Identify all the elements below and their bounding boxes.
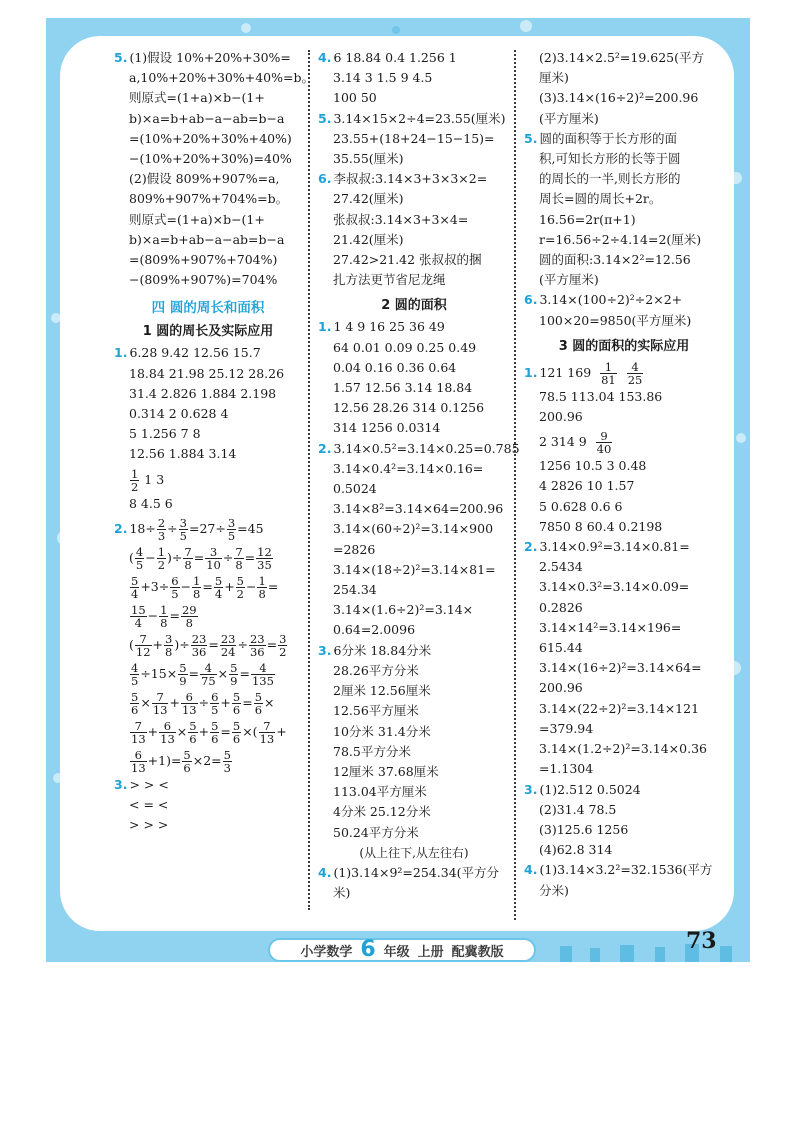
fraction: $\frac{1}{2}$ — [131, 466, 139, 494]
answer-line: =379.94 — [539, 720, 594, 736]
answer-line: 3.14×(16÷2)²=3.14×64= — [539, 660, 702, 676]
equation-line: ( $\frac{4}{5}$ − $\frac{1}{2}$ )÷ $\frac{7}{8}$ = $\frac{3}{10}$ ÷ $\frac{7}{8}$ = $\frac{12}{35}$ — [129, 544, 272, 572]
answer-line: 张叔叔:3.14×3+3×4= — [333, 211, 469, 227]
answer-line: (平方厘米) — [539, 110, 599, 126]
answer-line: 2厘米 12.56厘米 — [333, 683, 431, 699]
answer-line: 0.5024 — [333, 481, 377, 497]
answer-line: =1.1304 — [539, 761, 594, 777]
question-number: 3. — [114, 776, 128, 792]
answer-line: 615.44 — [539, 640, 583, 656]
question-number: 5. — [524, 130, 538, 146]
answer-line: (2)3.14×2.5²=19.625(平方 — [539, 50, 704, 65]
answer-line: 分米) — [539, 882, 569, 898]
footer-edition: 配冀教版 — [451, 944, 504, 960]
answer-line: 4分米 25.12分米 — [333, 804, 431, 820]
answer-line: 周长=圆的周长+2r。 — [539, 191, 662, 207]
answer-line: (4)62.8 314 — [539, 842, 613, 858]
section-title: 四 圆的周长和面积 — [151, 300, 265, 317]
answer-line: 35.55(厘米) — [333, 151, 404, 167]
answer-line: 1. 1 4 9 16 25 36 49 — [318, 319, 445, 335]
answer-line: 0.2826 — [539, 599, 583, 615]
answer-line: 3.14×0.3²=3.14×0.09= — [539, 579, 690, 595]
answer-line: 254.34 — [333, 582, 377, 598]
answer-line: 16.56=2r(π+1) — [539, 211, 636, 227]
answer-line: 31.4 2.826 1.884 2.198 — [129, 385, 277, 401]
answer-line: 78.5 113.04 153.86 — [539, 388, 663, 404]
answer-line: 3.14 3 1.5 9 4.5 — [333, 70, 433, 86]
footer-grade-word: 年级 — [383, 944, 410, 960]
answer-line: 12.56 1.884 3.14 — [129, 446, 237, 462]
answer-line: 3. (1)2.512 0.5024 — [524, 781, 641, 797]
answer-line: 21.42(厘米) — [333, 231, 404, 247]
answer-line: 4. (1)3.14×9²=254.34(平方分 — [318, 864, 500, 880]
answer-line: a,10%+20%+30%+40%=b。 — [129, 70, 314, 86]
equation-line: 2. 18÷ $\frac{2}{3}$ ÷ $\frac{3}{5}$ =27÷ $\frac{3}{5}$ =45 — [114, 515, 264, 543]
answer-line: 6. 3.14×(100÷2)²÷2×2+ — [524, 292, 683, 308]
question-number: 1. — [524, 364, 538, 380]
answer-line: 7850 8 60.4 0.2198 — [539, 518, 663, 534]
answer-line: 积,可知长方形的长等于圆 — [539, 151, 681, 167]
answer-line: 2. 3.14×0.9²=3.14×0.81= — [524, 539, 690, 555]
answer-line: 5 0.628 0.6 6 — [539, 498, 623, 514]
question-number: 4. — [524, 862, 538, 878]
order-note: (从上往下,从左往右) — [359, 845, 469, 860]
answer-line: 2.5434 — [539, 559, 583, 575]
equation-line: $\frac{15}{4}$ − $\frac{1}{8}$ = $\frac{29}{8}$ — [131, 602, 197, 630]
column-3 — [524, 48, 724, 901]
answer-line: 200.96 — [539, 409, 583, 425]
answer-line: 5. 圆的面积等于长方形的面 — [524, 130, 677, 146]
question-number: 3. — [318, 642, 332, 658]
equation-line: $\frac{5}{4}$ +3÷ $\frac{6}{5}$ − $\frac{1}{8}$ = $\frac{5}{4}$ + $\frac{5}{2}$ − $\frac{1}{8}$ = — [131, 573, 279, 601]
equation-line: $\frac{7}{13}$ + $\frac{6}{13}$ × $\frac{5}{6}$ + $\frac{5}{6}$ = $\frac{5}{6}$ ×( $\frac{7}{13}$ + — [131, 718, 287, 746]
answer-line: 3.14×8²=3.14×64=200.96 — [333, 501, 504, 517]
question-number: 5. — [114, 50, 128, 65]
answer-line: 3.14×0.4²=3.14×0.16= — [333, 460, 484, 476]
answer-line: 5 1.256 7 8 — [129, 426, 201, 442]
answer-line: 5. 3.14×15×2÷4=23.55(厘米) — [318, 110, 506, 126]
answer-line: 27.42>21.42 张叔叔的捆 — [333, 252, 482, 268]
answer-line: 扎方法更节省尼龙绳 — [333, 272, 446, 288]
question-number: 5. — [318, 110, 332, 126]
answer-line: 28.26平方分米 — [333, 662, 419, 678]
answer-line: 3.14×14²=3.14×196= — [539, 619, 682, 635]
answer-line: (2)假设 809%+907%=a, — [129, 171, 280, 187]
answer-line: 圆的面积:3.14×2²=12.56 — [539, 252, 691, 268]
equation-line: ( $\frac{7}{12}$ + $\frac{3}{8}$ )÷ $\frac{23}{36}$ = $\frac{23}{24}$ ÷ $\frac{23}{36}$ = $\frac{3}{2}$ — [129, 631, 287, 659]
answer-line: 113.04平方厘米 — [333, 784, 427, 800]
answer-line: 2. 3.14×0.5²=3.14×0.25=0.785 — [318, 440, 520, 456]
answer-line: 的周长的一半,则长方形的 — [539, 171, 681, 187]
column-2 — [318, 48, 520, 903]
answer-line: 3.14×(1.2÷2)²=3.14×0.36 — [539, 741, 707, 757]
answer-line: −(809%+907%)=704% — [129, 272, 278, 288]
answer-line: 78.5平方分米 — [333, 743, 411, 759]
answer-line: =(10%+20%+30%+40%) — [129, 130, 292, 146]
answer-line: 5. (1)假设 10%+20%+30%= — [114, 50, 291, 65]
answer-line: −(10%+20%+30%)=40% — [129, 151, 292, 167]
answer-line: (平方厘米) — [539, 272, 599, 288]
answer-line: 809%+907%+704%=b。 — [129, 191, 289, 207]
answer-line: 27.42(厘米) — [333, 191, 404, 207]
question-number: 2. — [318, 440, 332, 456]
answer-line: 4. 6 18.84 0.4 1.256 1 — [318, 50, 457, 65]
answer-line: < = < — [129, 797, 169, 813]
answer-line: 200.96 — [539, 680, 583, 696]
answer-line: 3. > > < — [114, 776, 169, 792]
subsection-title: 1 圆的周长及实际应用 — [142, 324, 274, 340]
answer-line: 1. 6.28 9.42 12.56 15.7 — [114, 345, 261, 361]
footer-grade-number: 6 — [360, 937, 376, 962]
answer-line: 则原式=(1+a)×b−(1+ — [129, 90, 265, 106]
answer-line: 则原式=(1+a)×b−(1+ — [129, 211, 265, 227]
answer-line: 64 0.01 0.09 0.25 0.49 — [333, 339, 477, 355]
answer-line: 1256 10.5 3 0.48 — [539, 458, 647, 474]
footer-volume: 上册 — [417, 944, 444, 960]
answer-line: =2826 — [333, 541, 376, 557]
page-number: 73 — [686, 928, 717, 954]
answer-line: 2 314 9 $\frac{9}{40}$ — [539, 429, 612, 457]
answer-line: 18.84 21.98 25.12 28.26 — [129, 365, 285, 381]
fraction: $\frac{1}{81}$ — [601, 359, 616, 387]
fraction: $\frac{4}{25}$ — [627, 359, 643, 387]
answer-line: 50.24平方分米 — [333, 824, 419, 840]
answer-line: 12.56平方厘米 — [333, 703, 419, 719]
question-number: 1. — [114, 345, 128, 361]
answer-line: 4. (1)3.14×3.2²=32.1536(平方 — [524, 862, 713, 878]
answer-line: 8 4.5 6 — [129, 495, 173, 511]
answer-line: 100×20=9850(平方厘米) — [539, 312, 692, 328]
column-divider — [514, 50, 516, 920]
answer-line: 12厘米 37.68厘米 — [333, 763, 439, 779]
footer-banner — [268, 938, 536, 962]
answer-line: 12.56 28.26 314 0.1256 — [333, 400, 485, 416]
answer-line: 1.57 12.56 3.14 18.84 — [333, 380, 473, 396]
question-number: 3. — [524, 781, 538, 797]
answer-line: (3)125.6 1256 — [539, 821, 629, 837]
footer-subject: 小学数学 — [300, 944, 353, 960]
answer-line: 3.14×(22÷2)²=3.14×121 — [539, 700, 700, 716]
answer-line: 3.14×(18÷2)²=3.14×81= — [333, 561, 496, 577]
question-number: 2. — [524, 539, 538, 555]
answer-line: 100 50 — [333, 90, 377, 106]
answer-line: 0.04 0.16 0.36 0.64 — [333, 359, 457, 375]
answer-line: 3.14×(60÷2)²=3.14×900 — [333, 521, 494, 537]
answer-line: 0.64=2.0096 — [333, 622, 416, 638]
equation-line: $\frac{4}{5}$ ÷15× $\frac{5}{9}$ = $\frac{4}{75}$ × $\frac{5}{9}$ = $\frac{4}{135}$ — [131, 660, 274, 688]
answer-line: 3. 6分米 18.84分米 — [318, 642, 432, 658]
answer-line: 6. 李叔叔:3.14×3+3×3×2= — [318, 171, 488, 187]
answer-line: r=16.56÷2÷4.14=2(厘米) — [539, 231, 702, 247]
section-title: 3 圆的面积的实际应用 — [558, 338, 690, 354]
answer-line: 0.314 2 0.628 4 — [129, 406, 229, 422]
column-1 — [114, 48, 314, 835]
answer-line: 米) — [333, 885, 351, 901]
answer-line: > > > — [129, 817, 169, 833]
question-number: 1. — [318, 319, 332, 335]
answer-line: 23.55+(18+24−15−15)= — [333, 130, 495, 146]
equation-line: $\frac{6}{13}$ +1)= $\frac{5}{6}$ ×2= $\frac{5}{3}$ — [131, 747, 231, 775]
answer-line: b)×a=b+ab−a−ab=b−a — [129, 110, 285, 126]
question-number: 4. — [318, 50, 332, 65]
answer-line: 10分米 31.4分米 — [333, 723, 431, 739]
question-number: 6. — [524, 292, 538, 308]
question-number: 4. — [318, 864, 332, 880]
fraction: $\frac{9}{40}$ — [596, 429, 612, 457]
answer-line: 314 1256 0.0314 — [333, 420, 441, 436]
question-number: 2. — [114, 520, 128, 536]
answer-line: 1. 121 169 $\frac{1}{81}$ $\frac{4}{25}$ — [524, 359, 643, 387]
answer-line: (2)31.4 78.5 — [539, 801, 617, 817]
answer-line: =(809%+907%+704%) — [129, 252, 278, 268]
footer-wave-decoration — [550, 940, 750, 962]
column-divider — [308, 50, 310, 910]
answer-line: (3)3.14×(16÷2)²=200.96 — [539, 90, 699, 106]
section-title: 2 圆的面积 — [381, 298, 447, 314]
question-number: 6. — [318, 171, 332, 187]
answer-line: 4 2826 10 1.57 — [539, 478, 635, 494]
answer-line: 3.14×(1.6÷2)²=3.14× — [333, 602, 474, 618]
answer-line: $\frac{1}{2}$ 1 3 — [131, 466, 165, 494]
answer-line: b)×a=b+ab−a−ab=b−a — [129, 231, 285, 247]
answer-line: 厘米) — [539, 70, 569, 86]
equation-line: $\frac{5}{6}$ × $\frac{7}{13}$ + $\frac{6}{13}$ ÷ $\frac{6}{5}$ + $\frac{5}{6}$ = $\frac{5}{6}$ × — [131, 689, 275, 717]
